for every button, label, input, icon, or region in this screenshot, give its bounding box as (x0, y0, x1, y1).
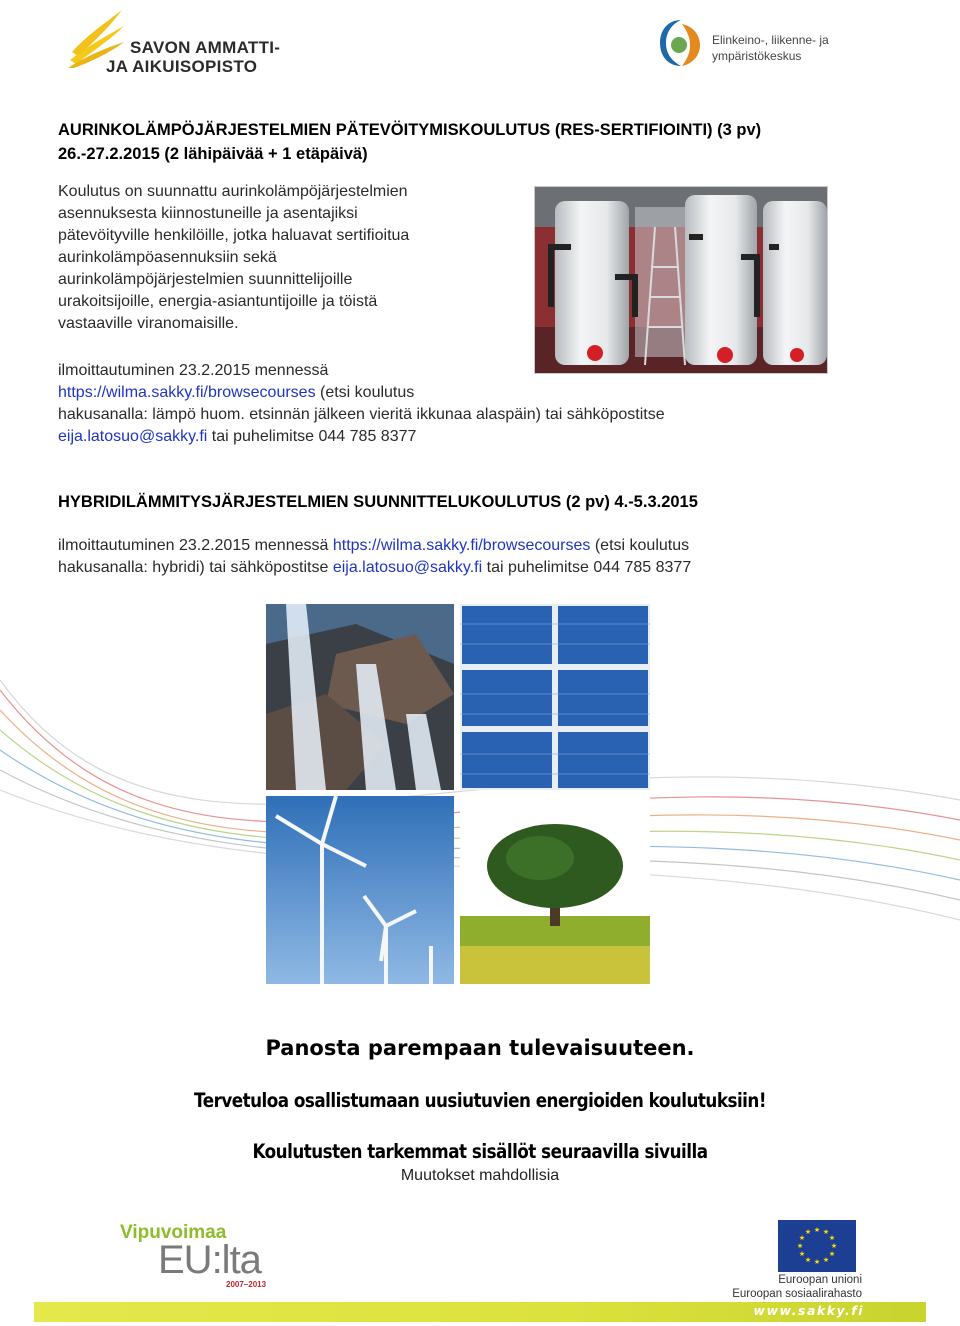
svg-text:★: ★ (798, 1250, 806, 1258)
svg-text:★: ★ (828, 1234, 836, 1242)
search-hint: (etsi koulutus (590, 537, 690, 554)
search-instructions: hakusanalla: lämpö huom. etsinnän jälkeen vieritä ikkunaa alaspäin) tai sähköpostitse (58, 406, 665, 423)
slogan-details: Koulutusten tarkemmat sisällöt seuraavilla sivuilla (252, 1140, 708, 1163)
svg-text:★: ★ (804, 1256, 812, 1264)
intro-line: urakoitsijoille, energia-asiantuntijoille ja töistä (58, 293, 378, 310)
svg-text:★: ★ (822, 1256, 830, 1264)
wilma-courses-link[interactable]: https://wilma.sakky.fi/browsecourses (332, 537, 591, 554)
svg-text:★: ★ (813, 1258, 821, 1266)
search-hint: (etsi koulutus (315, 384, 415, 401)
wind-turbine-photo (266, 796, 454, 984)
search-instructions: hakusanalla: hybridi) tai sähköpostitse (58, 559, 333, 576)
contact-email-link[interactable]: eija.latosuo@sakky.fi (332, 559, 483, 576)
solar-panel-photo (460, 604, 650, 790)
contact-phone: tai puhelimitse 044 785 8377 (207, 428, 417, 445)
course1-title: AURINKOLÄMPÖJÄRJESTELMIEN PÄTEVÖITYMISKOULUTUS (RES-SERTIFIOINTI) (3 pv) 26.-27.2.2015 (2 lähipäivää + 1 etäpäivä) (58, 121, 762, 163)
course2-registration (58, 535, 858, 579)
intro-line: aurinkolämpöjärjestelmien suunnittelijoille (58, 271, 353, 288)
vipuvoimaa-text: Vipuvoimaa (120, 1222, 227, 1243)
eu-social-fund-logo (732, 1220, 866, 1300)
website-url[interactable]: www.sakky.fi (753, 1303, 864, 1318)
footer-bar (34, 1302, 926, 1322)
slogan-main: Panosta parempaan tulevaisuuteen. (265, 1036, 695, 1060)
intro-line: asennuksesta kiinnostuneille ja asentajiksi (58, 205, 358, 222)
svg-text:★: ★ (828, 1250, 836, 1258)
logo-line-1: SAVON AMMATTI- (130, 38, 281, 57)
eu-line-2: Euroopan sosiaalirahasto (732, 1288, 862, 1300)
course1-intro (58, 181, 508, 335)
intro-line: Koulutus on suunnattu aurinkolämpöjärjestelmien (58, 183, 408, 200)
eu-flag-icon (778, 1220, 856, 1272)
svg-text:★: ★ (796, 1242, 804, 1250)
eu-line-1: Euroopan unioni (778, 1274, 862, 1286)
svg-text:★: ★ (813, 1226, 821, 1234)
ely-emblem-icon (658, 18, 704, 68)
eulta-text: EU:lta (158, 1238, 261, 1282)
svg-text:★: ★ (798, 1234, 806, 1242)
program-years: 2007–2013 (226, 1280, 267, 1289)
svg-text:★: ★ (822, 1228, 830, 1236)
vipuvoimaa-eu-logo (116, 1218, 296, 1292)
course1-registration (58, 360, 818, 448)
svg-text:★: ★ (804, 1228, 812, 1236)
registration-deadline: ilmoittautuminen 23.2.2015 mennessä (58, 362, 329, 379)
solar-boiler-photo (534, 186, 828, 374)
slogan-welcome: Tervetuloa osallistumaan uusiutuvien energioiden koulutuksiin! (194, 1089, 766, 1112)
svg-text:★: ★ (830, 1242, 838, 1250)
contact-phone: tai puhelimitse 044 785 8377 (482, 559, 692, 576)
wilma-courses-link[interactable]: https://wilma.sakky.fi/browsecourses (58, 384, 316, 401)
changes-note: Muutokset mahdollisia (400, 1167, 560, 1184)
logo-line-2: JA AIKUISOPISTO (106, 57, 258, 76)
ely-line-1: Elinkeino-, liikenne- ja (712, 33, 829, 47)
course2-title: HYBRIDILÄMMITYSJÄRJESTELMIEN SUUNNITTELUKOULUTUS (2 pv) 4.-5.3.2015 (58, 493, 698, 511)
intro-line: pätevöityville henkilöille, jotka haluavat sertifioitua (58, 227, 410, 244)
intro-line: vastaaville viranomaisille. (58, 315, 239, 332)
ely-keskus-logo (658, 18, 858, 74)
intro-line: aurinkolämpöasennuksiin sekä (58, 249, 277, 266)
waterfall-photo (266, 604, 454, 790)
savon-ammattiopisto-logo (62, 6, 302, 74)
ely-line-2: ympäristökeskus (712, 49, 802, 63)
tree-field-photo (460, 796, 650, 984)
registration-deadline: ilmoittautuminen 23.2.2015 mennessä (58, 537, 333, 554)
contact-email-link[interactable]: eija.latosuo@sakky.fi (58, 428, 208, 445)
